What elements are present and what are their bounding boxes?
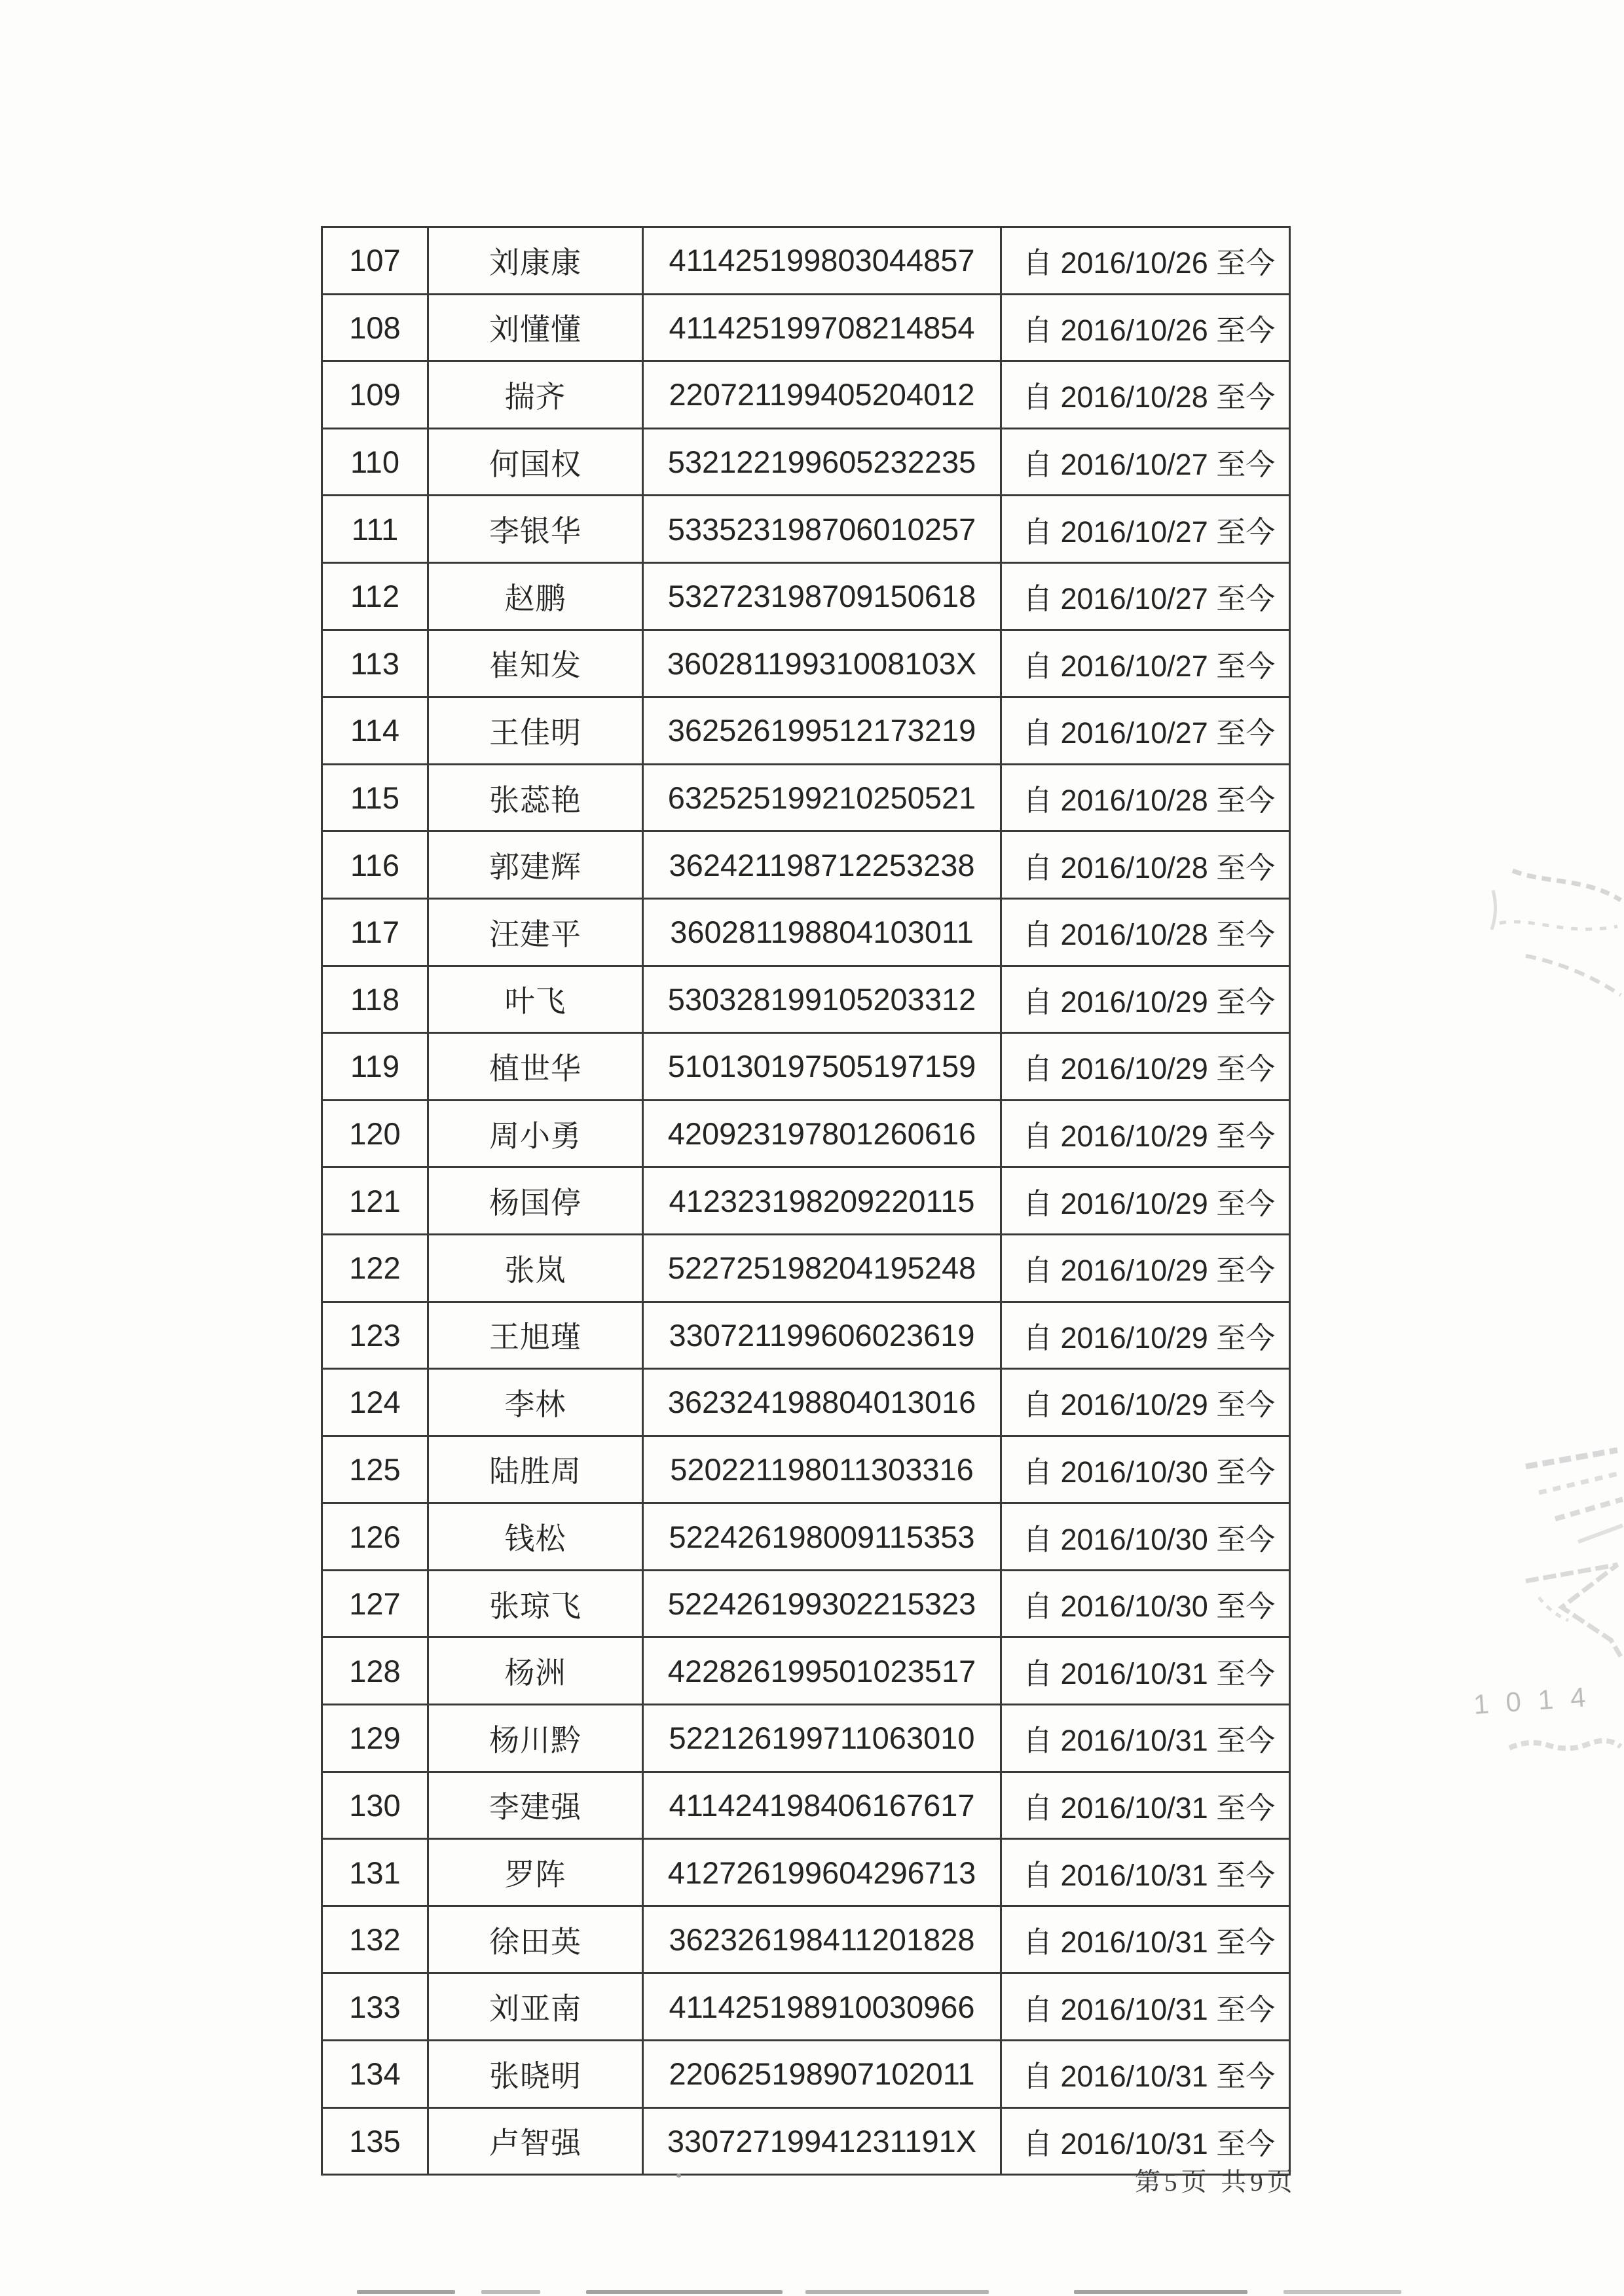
row-number-cell: 112 <box>322 562 428 630</box>
id-number-cell: 510130197505197159 <box>643 1033 1001 1101</box>
table-row <box>322 428 1290 496</box>
period-cell: 自 2016/10/31 至今 <box>1001 2041 1290 2108</box>
row-number-cell: 116 <box>322 831 428 899</box>
id-number-cell: 411425199803044857 <box>643 227 1001 295</box>
row-number-cell: 114 <box>322 697 428 765</box>
period-cell: 自 2016/10/27 至今 <box>1001 697 1290 765</box>
period-cell: 自 2016/10/29 至今 <box>1001 1100 1290 1167</box>
period-cell: 自 2016/10/28 至今 <box>1001 831 1290 899</box>
bottom-smudge <box>586 2290 783 2294</box>
scan-artifact-squiggle <box>1486 864 1624 1008</box>
name-cell: 张蕊艳 <box>428 764 643 831</box>
period-cell: 自 2016/10/31 至今 <box>1001 1705 1290 1772</box>
id-number-cell: 362324198804013016 <box>643 1369 1001 1436</box>
name-cell: 揣齐 <box>428 361 643 429</box>
name-cell: 李林 <box>428 1369 643 1436</box>
name-cell: 汪建平 <box>428 898 643 966</box>
period-cell: 自 2016/10/26 至今 <box>1001 294 1290 361</box>
name-cell: 徐田英 <box>428 1906 643 1973</box>
page-number-footer: 第5页 共9页 <box>1135 2168 1297 2196</box>
name-cell: 王旭瑾 <box>428 1302 643 1369</box>
name-cell: 王佳明 <box>428 697 643 765</box>
period-cell: 自 2016/10/28 至今 <box>1001 764 1290 831</box>
table-row <box>322 1503 1290 1571</box>
table-row <box>322 966 1290 1033</box>
period-cell: 自 2016/10/26 至今 <box>1001 227 1290 295</box>
period-cell: 自 2016/10/30 至今 <box>1001 1436 1290 1503</box>
period-cell: 自 2016/10/29 至今 <box>1001 1302 1290 1369</box>
name-cell: 杨国停 <box>428 1167 643 1235</box>
id-number-cell: 532723198709150618 <box>643 562 1001 630</box>
id-number-cell: 412323198209220115 <box>643 1167 1001 1235</box>
table-row <box>322 1302 1290 1369</box>
row-number-cell: 123 <box>322 1302 428 1369</box>
row-number-cell: 122 <box>322 1234 428 1302</box>
id-number-cell: 220625198907102011 <box>643 2041 1001 2108</box>
row-number-cell: 134 <box>322 2041 428 2108</box>
row-number-cell: 126 <box>322 1503 428 1571</box>
bottom-smudge <box>357 2290 455 2294</box>
table-row <box>322 1167 1290 1235</box>
table-row <box>322 496 1290 563</box>
period-cell: 自 2016/10/31 至今 <box>1001 1973 1290 2041</box>
bottom-smudge <box>1074 2290 1247 2294</box>
table-row <box>322 1100 1290 1167</box>
id-number-cell: 36028119931008103X <box>643 630 1001 697</box>
row-number-cell: 128 <box>322 1637 428 1705</box>
period-cell: 自 2016/10/28 至今 <box>1001 361 1290 429</box>
table-row <box>322 1973 1290 2041</box>
period-cell: 自 2016/10/29 至今 <box>1001 1167 1290 1235</box>
scan-artifact-chevron <box>1513 1561 1624 1660</box>
row-number-cell: 131 <box>322 1839 428 1906</box>
row-number-cell: 133 <box>322 1973 428 2041</box>
scan-artifact-underline <box>1506 1736 1624 1753</box>
table-row <box>322 1839 1290 1906</box>
row-number-cell: 135 <box>322 2107 428 2175</box>
name-cell: 崔知发 <box>428 630 643 697</box>
name-cell: 李银华 <box>428 496 643 563</box>
row-number-cell: 125 <box>322 1436 428 1503</box>
id-number-cell: 522426199302215323 <box>643 1570 1001 1637</box>
id-number-cell: 530328199105203312 <box>643 966 1001 1033</box>
table-row <box>322 1234 1290 1302</box>
row-number-cell: 118 <box>322 966 428 1033</box>
bottom-smudge <box>805 2290 989 2294</box>
table-row <box>322 697 1290 765</box>
period-cell: 自 2016/10/31 至今 <box>1001 1906 1290 1973</box>
period-cell: 自 2016/10/27 至今 <box>1001 562 1290 630</box>
period-cell: 自 2016/10/29 至今 <box>1001 1033 1290 1101</box>
period-cell: 自 2016/10/29 至今 <box>1001 1369 1290 1436</box>
id-number-cell: 522725198204195248 <box>643 1234 1001 1302</box>
id-number-cell: 422826199501023517 <box>643 1637 1001 1705</box>
id-number-cell: 360281198804103011 <box>643 898 1001 966</box>
row-number-cell: 130 <box>322 1772 428 1839</box>
name-cell: 杨川黔 <box>428 1705 643 1772</box>
name-cell: 何国权 <box>428 428 643 496</box>
table-row <box>322 1570 1290 1637</box>
table-row <box>322 227 1290 295</box>
period-cell: 自 2016/10/31 至今 <box>1001 2107 1290 2175</box>
row-number-cell: 108 <box>322 294 428 361</box>
name-cell: 刘亚南 <box>428 1973 643 2041</box>
table-row <box>322 1705 1290 1772</box>
name-cell: 植世华 <box>428 1033 643 1101</box>
table-row <box>322 2041 1290 2108</box>
table-row <box>322 630 1290 697</box>
id-number-cell: 632525199210250521 <box>643 764 1001 831</box>
table-row <box>322 1637 1290 1705</box>
scan-artifact-hatch <box>1519 1447 1624 1545</box>
name-cell: 陆胜周 <box>428 1436 643 1503</box>
row-number-cell: 124 <box>322 1369 428 1436</box>
name-cell: 张晓明 <box>428 2041 643 2108</box>
table-row <box>322 898 1290 966</box>
id-number-cell: 533523198706010257 <box>643 496 1001 563</box>
name-cell: 刘康康 <box>428 227 643 295</box>
id-number-cell: 33072719941231191X <box>643 2107 1001 2175</box>
id-number-cell: 520221198011303316 <box>643 1436 1001 1503</box>
period-cell: 自 2016/10/28 至今 <box>1001 898 1290 966</box>
table-row <box>322 1906 1290 1973</box>
name-cell: 刘懂懂 <box>428 294 643 361</box>
period-cell: 自 2016/10/27 至今 <box>1001 496 1290 563</box>
period-cell: 自 2016/10/31 至今 <box>1001 1637 1290 1705</box>
roster-table <box>321 226 1291 2176</box>
id-number-cell: 362421198712253238 <box>643 831 1001 899</box>
id-number-cell: 522426198009115353 <box>643 1503 1001 1571</box>
id-number-cell: 412726199604296713 <box>643 1839 1001 1906</box>
bottom-smudge <box>1283 2290 1401 2294</box>
table-row <box>322 1772 1290 1839</box>
period-cell: 自 2016/10/31 至今 <box>1001 1839 1290 1906</box>
row-number-cell: 109 <box>322 361 428 429</box>
table-row <box>322 764 1290 831</box>
period-cell: 自 2016/10/29 至今 <box>1001 1234 1290 1302</box>
period-cell: 自 2016/10/27 至今 <box>1001 428 1290 496</box>
id-number-cell: 532122199605232235 <box>643 428 1001 496</box>
row-number-cell: 115 <box>322 764 428 831</box>
id-number-cell: 420923197801260616 <box>643 1100 1001 1167</box>
table-row <box>322 831 1290 899</box>
id-number-cell: 362526199512173219 <box>643 697 1001 765</box>
table-row <box>322 1033 1290 1101</box>
row-number-cell: 117 <box>322 898 428 966</box>
row-number-cell: 121 <box>322 1167 428 1235</box>
id-number-cell: 411425198910030966 <box>643 1973 1001 2041</box>
row-number-cell: 132 <box>322 1906 428 1973</box>
period-cell: 自 2016/10/30 至今 <box>1001 1503 1290 1571</box>
id-number-cell: 220721199405204012 <box>643 361 1001 429</box>
row-number-cell: 120 <box>322 1100 428 1167</box>
name-cell: 卢智强 <box>428 2107 643 2175</box>
row-number-cell: 107 <box>322 227 428 295</box>
table-row <box>322 1436 1290 1503</box>
name-cell: 罗阵 <box>428 1839 643 1906</box>
name-cell: 周小勇 <box>428 1100 643 1167</box>
row-number-cell: 111 <box>322 496 428 563</box>
name-cell: 杨洲 <box>428 1637 643 1705</box>
id-number-cell: 411424198406167617 <box>643 1772 1001 1839</box>
name-cell: 赵鹏 <box>428 562 643 630</box>
table-row <box>322 294 1290 361</box>
period-cell: 自 2016/10/30 至今 <box>1001 1570 1290 1637</box>
table-row <box>322 562 1290 630</box>
bottom-smudge <box>481 2290 540 2294</box>
row-number-cell: 110 <box>322 428 428 496</box>
id-number-cell: 411425199708214854 <box>643 294 1001 361</box>
row-number-cell: 119 <box>322 1033 428 1101</box>
id-number-cell: 330721199606023619 <box>643 1302 1001 1369</box>
roster-body <box>322 227 1290 2175</box>
row-number-cell: 113 <box>322 630 428 697</box>
name-cell: 张岚 <box>428 1234 643 1302</box>
id-number-cell: 522126199711063010 <box>643 1705 1001 1772</box>
name-cell: 钱松 <box>428 1503 643 1571</box>
stamp-digits: 1014 <box>1472 1680 1604 1721</box>
name-cell: 李建强 <box>428 1772 643 1839</box>
id-number-cell: 362326198411201828 <box>643 1906 1001 1973</box>
period-cell: 自 2016/10/31 至今 <box>1001 1772 1290 1839</box>
period-cell: 自 2016/10/27 至今 <box>1001 630 1290 697</box>
name-cell: 叶飞 <box>428 966 643 1033</box>
row-number-cell: 129 <box>322 1705 428 1772</box>
period-cell: 自 2016/10/29 至今 <box>1001 966 1290 1033</box>
table-row <box>322 1369 1290 1436</box>
table-row <box>322 361 1290 429</box>
scan-speck <box>676 2174 681 2178</box>
name-cell: 郭建辉 <box>428 831 643 899</box>
row-number-cell: 127 <box>322 1570 428 1637</box>
name-cell: 张琼飞 <box>428 1570 643 1637</box>
